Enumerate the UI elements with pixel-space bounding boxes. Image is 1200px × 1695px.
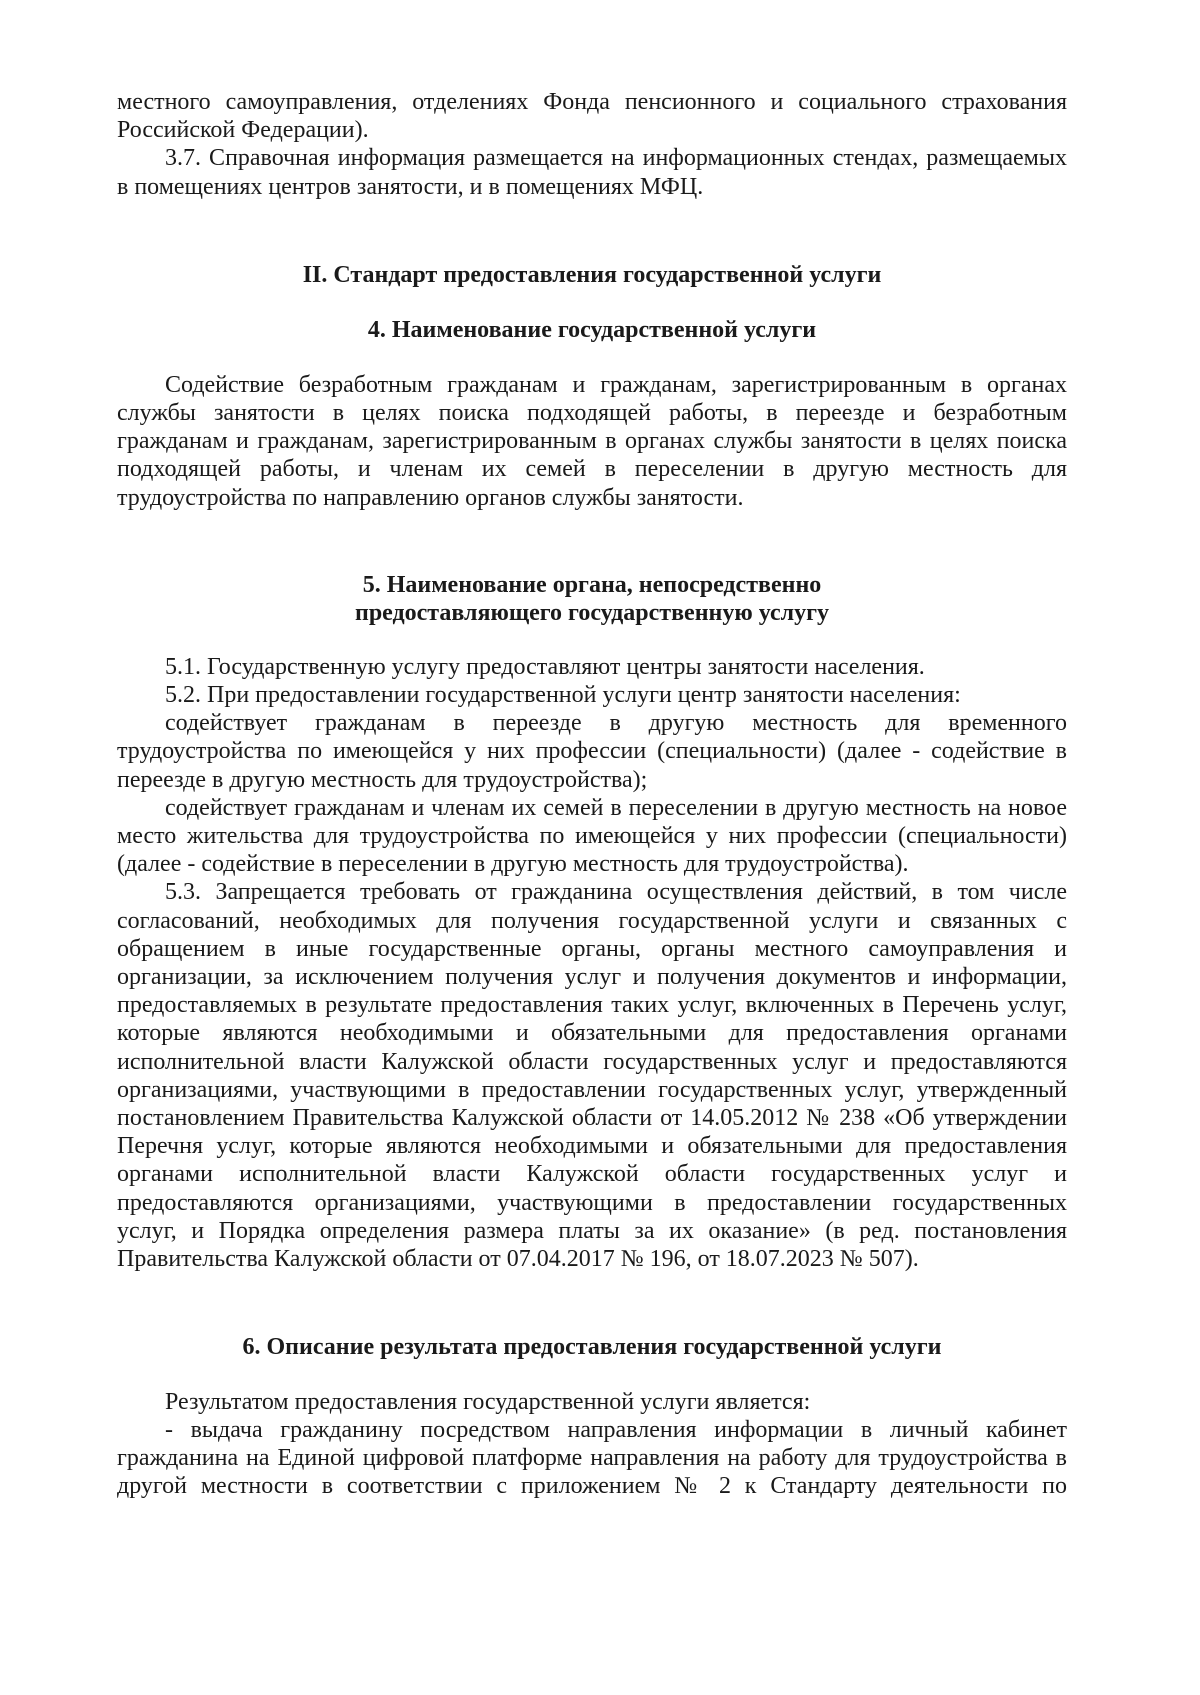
- section-heading-4: 4. Наименование государственной услуги: [367, 317, 817, 344]
- paragraph-line: гражданина на Единой цифровой платформе направления на работу для трудоустройства в: [117, 1445, 1067, 1472]
- paragraph-line: содействует гражданам в переезде в другую местность для временного: [165, 710, 1067, 737]
- paragraph-line: обращением в иные государственные органы, органы местного самоуправления и: [117, 935, 1067, 962]
- section-4-body: [117, 371, 1067, 512]
- document-page: [117, 88, 1067, 1501]
- section-5-body: [117, 653, 1067, 1273]
- paragraph-line: место жительства для трудоустройства по имеющейся у них профессии (специальности): [117, 823, 1067, 850]
- paragraph-line: предоставляемых в результате предоставления таких услуг, включенных в Перечень услуг,: [117, 992, 1067, 1019]
- section-heading-line: предоставляющего государственную услугу: [355, 600, 829, 627]
- paragraph-line: трудоустройства по направлению органов службы занятости.: [117, 484, 744, 511]
- section-heading-5: [117, 571, 1067, 628]
- paragraph-line: предоставляются организациями, участвующими в предоставлении государственных: [117, 1189, 1067, 1216]
- paragraph-line: местного самоуправления, отделениях Фонда пенсионного и социального страхования: [117, 89, 1067, 115]
- paragraph-3-7-line: в помещениях центров занятости, и в помещениях МФЦ.: [117, 173, 704, 200]
- section-6-body: [117, 1388, 1067, 1501]
- paragraph-line: организации, за исключением получения услуг и получения документов и информации,: [117, 964, 1067, 991]
- paragraph-line: Правительства Калужской области от 07.04.2017 № 196, от 18.07.2023 № 507).: [117, 1246, 919, 1273]
- paragraph-line: Результатом предоставления государственной услуги является:: [165, 1388, 811, 1415]
- paragraph-line: подходящей работы, и членам их семей в переселении в другую местность для: [117, 456, 1067, 483]
- paragraph-3-7-line: 3.7. Справочная информация размещается на информационных стендах, размещаемых: [165, 145, 1067, 172]
- section-heading-6: 6. Описание результата предоставления государственной услуги: [242, 1334, 942, 1361]
- paragraph-line: услуг, и Порядка определения размера платы за их оказание» (в ред. постановления: [117, 1217, 1067, 1244]
- paragraph-5-1: 5.1. Государственную услугу предоставляют центры занятости населения.: [165, 653, 925, 680]
- paragraph-line: согласований, необходимых для получения государственной услуги и связанных с: [117, 907, 1067, 934]
- paragraph-line: исполнительной власти Калужской области государственных услуг и предоставляются: [117, 1048, 1067, 1075]
- paragraph-line: 5.3. Запрещается требовать от гражданина осуществления действий, в том числе: [165, 879, 1067, 906]
- paragraph-line: Содействие безработным гражданам и гражданам, зарегистрированным в органах: [165, 371, 1067, 398]
- paragraph-line: организациями, участвующими в предоставлении государственных услуг, утвержденный: [117, 1076, 1067, 1103]
- paragraph-line: Российской Федерации).: [117, 117, 369, 144]
- paragraph-line: трудоустройства по имеющейся у них профессии (специальности) (далее - содействие в: [117, 738, 1067, 765]
- section-heading-2: II. Стандарт предоставления государственной услуги: [302, 261, 882, 288]
- paragraph-line: органами исполнительной власти Калужской области государственных услуг и: [117, 1161, 1067, 1188]
- paragraph-line: содействует гражданам и членам их семей в переселении в другую местность на новое: [165, 794, 1067, 821]
- paragraph-line: (далее - содействие в переселении в другую местность для трудоустройства).: [117, 851, 909, 878]
- paragraph-line: - выдача гражданину посредством направления информации в личный кабинет: [165, 1417, 1067, 1443]
- paragraph-line: которые являются необходимыми и обязательными для предоставления органами: [117, 1020, 1067, 1047]
- section-heading-line: 5. Наименование органа, непосредственно: [362, 571, 822, 598]
- paragraph-line: Перечня услуг, которые являются необходимыми и обязательными для предоставления: [117, 1133, 1067, 1160]
- paragraph-line: гражданам и гражданам, зарегистрированным в органах службы занятости в целях поиска: [117, 428, 1067, 455]
- paragraph-line: другой местности в соответствии с приложением № 2 к Стандарту деятельности по: [117, 1473, 1067, 1500]
- paragraph-5-2: 5.2. При предоставлении государственной услуги центр занятости населения:: [165, 682, 961, 709]
- paragraph-line: службы занятости в целях поиска подходящей работы, в переезде и безработным: [117, 400, 1067, 427]
- paragraph-line: переезде в другую местность для трудоустройства);: [117, 766, 648, 793]
- paragraph-line: постановлением Правительства Калужской области от 14.05.2012 № 238 «Об утверждении: [117, 1105, 1067, 1132]
